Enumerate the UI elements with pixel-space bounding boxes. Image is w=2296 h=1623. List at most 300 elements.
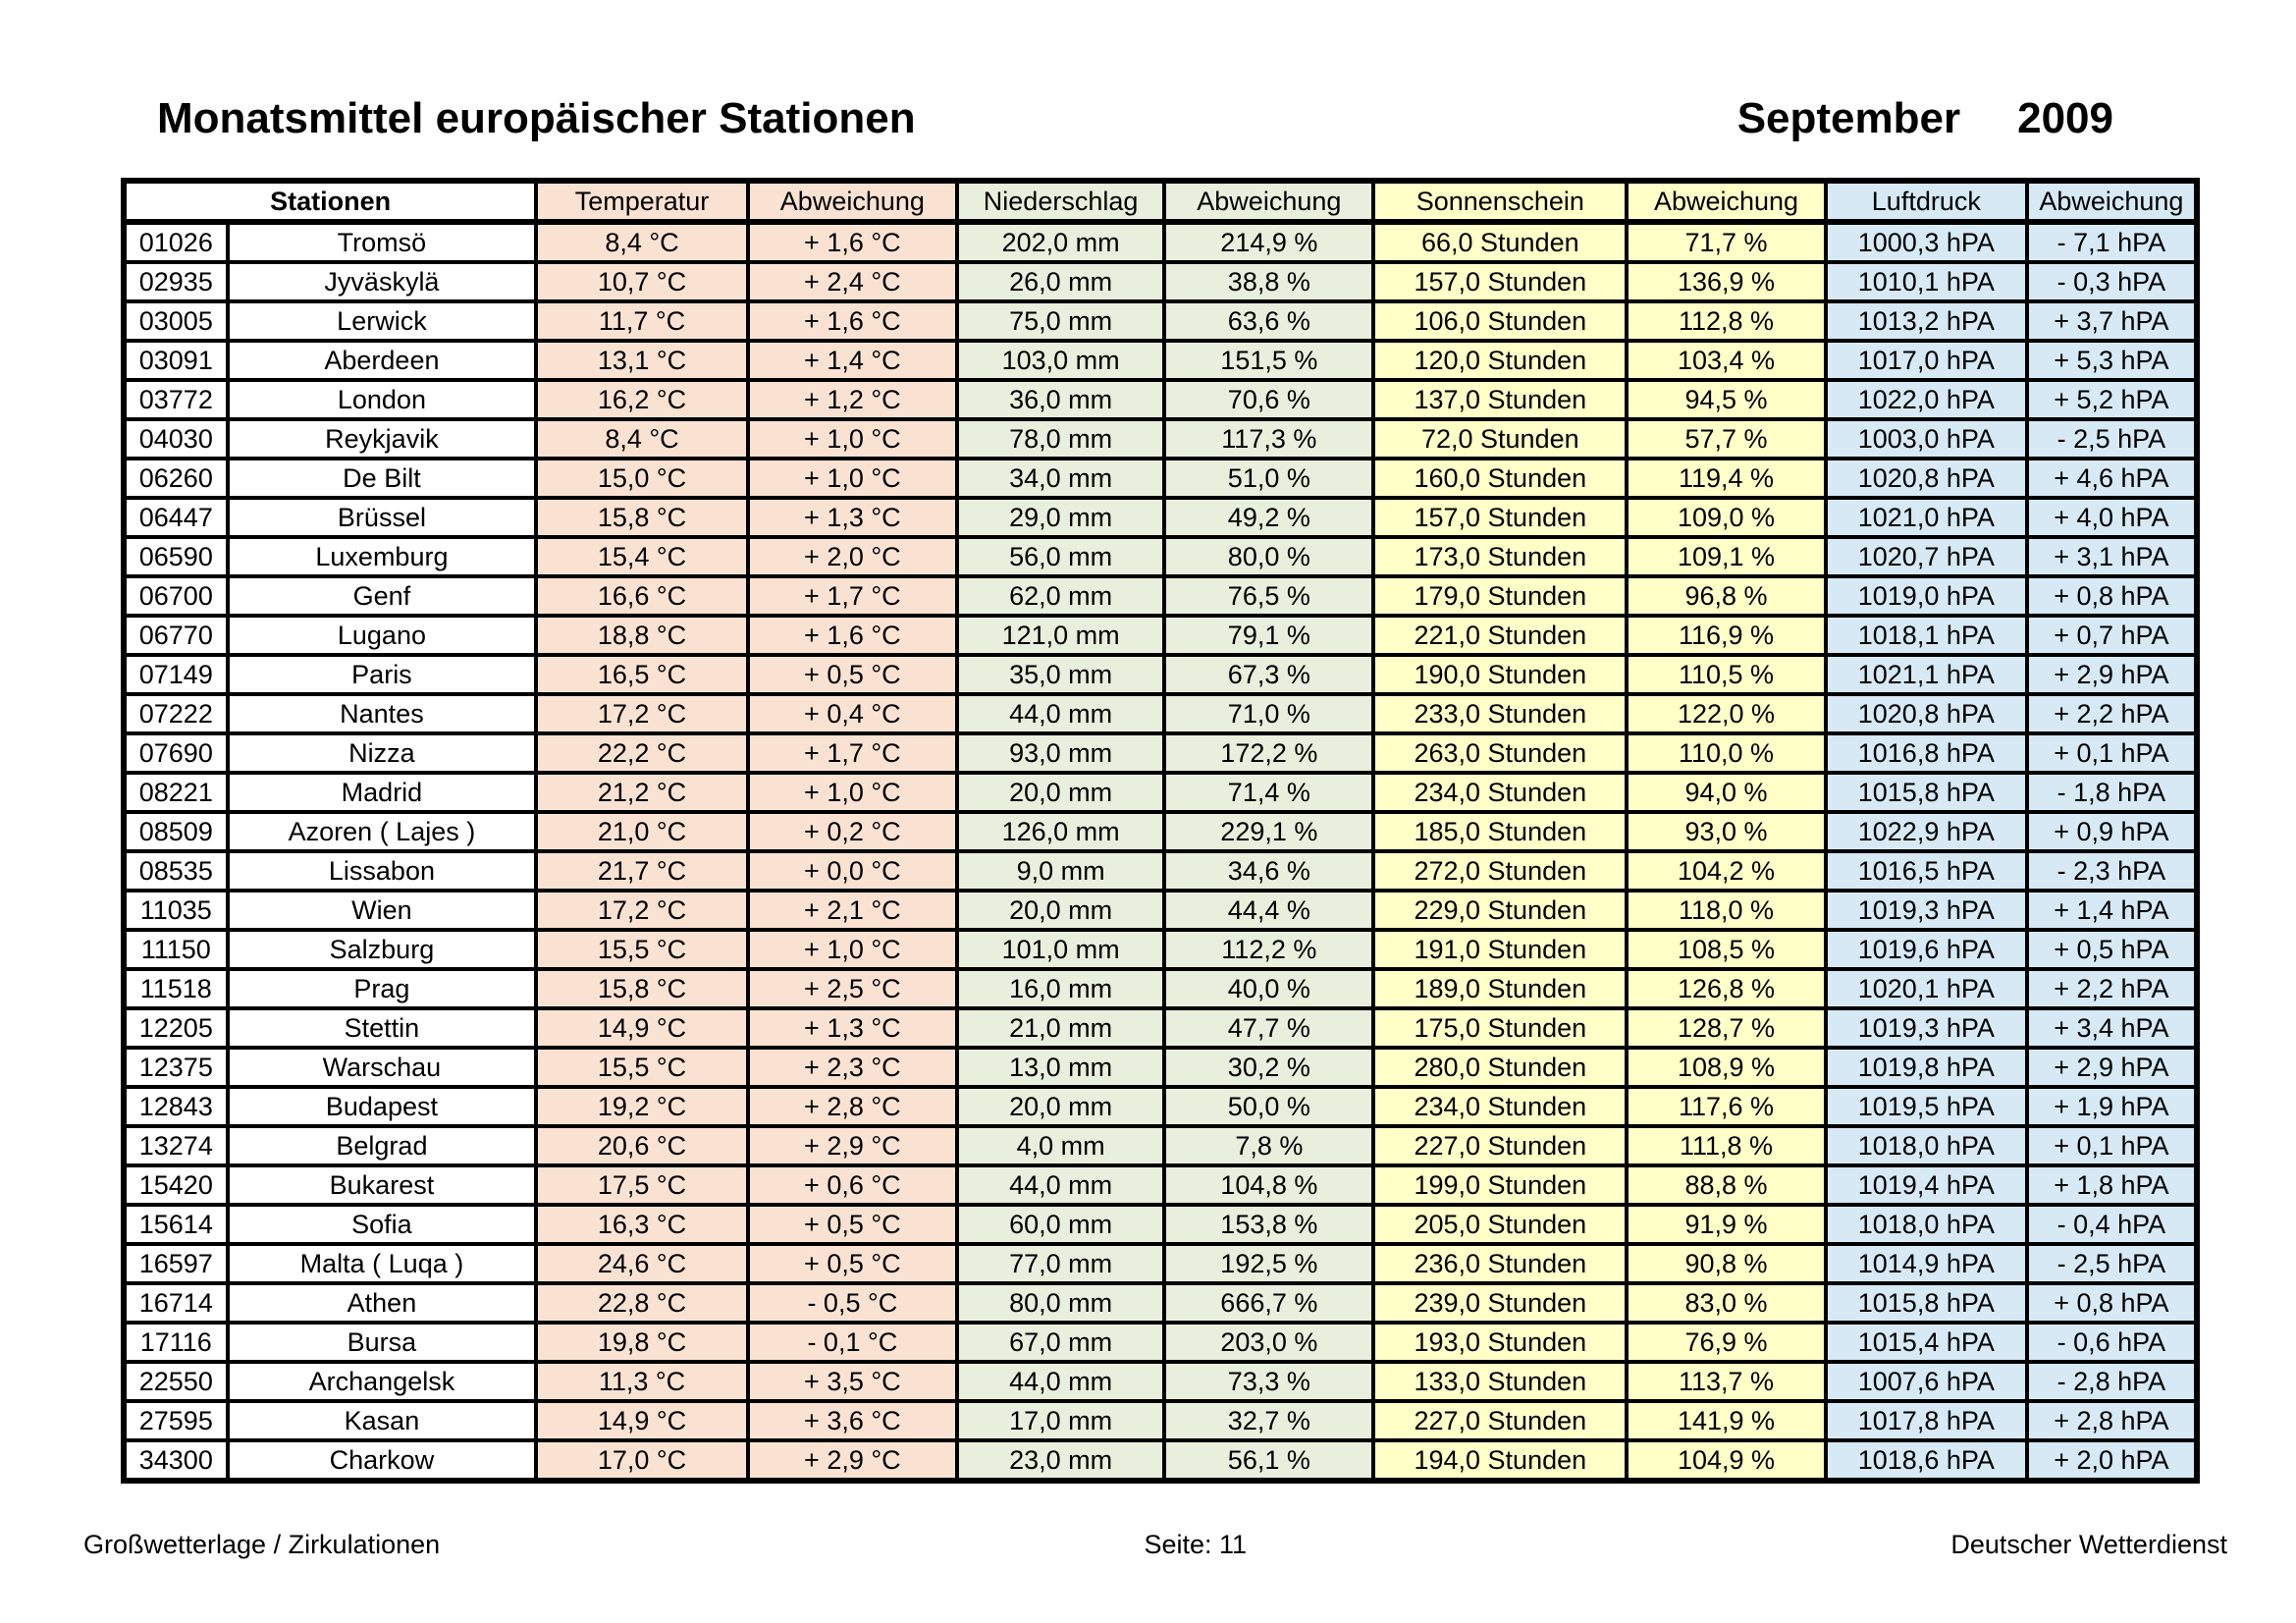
pressure-value: 1019,5 hPA [1826,1087,2027,1126]
station-id: 08509 [124,812,228,851]
sunshine-deviation: 71,7 % [1627,222,1826,262]
temperature-value: 17,5 °C [536,1165,747,1205]
station-id: 06700 [124,576,228,616]
station-row [124,773,2197,812]
pressure-value: 1014,9 hPA [1826,1244,2027,1283]
temperature-deviation: + 1,0 °C [748,459,957,498]
pressure-value: 1015,4 hPA [1826,1323,2027,1362]
pressure-deviation: + 1,8 hPA [2027,1165,2197,1205]
station-id: 22550 [124,1362,228,1401]
temperature-deviation: + 1,2 °C [748,380,957,419]
pressure-value: 1020,7 hPA [1826,537,2027,576]
temperature-value: 16,3 °C [536,1205,747,1244]
pressure-deviation: + 0,8 hPA [2027,576,2197,616]
precipitation-value: 93,0 mm [957,733,1164,773]
column-header-abweichung-temperatur: Abweichung [748,181,957,222]
station-row [124,891,2197,930]
temperature-value: 19,2 °C [536,1087,747,1126]
sunshine-deviation: 110,0 % [1627,733,1826,773]
sunshine-deviation: 117,6 % [1627,1087,1826,1126]
precipitation-deviation: 172,2 % [1164,733,1373,773]
pressure-deviation: + 4,6 hPA [2027,459,2197,498]
station-row [124,1440,2197,1481]
station-name: Lugano [228,616,537,655]
sunshine-deviation: 83,0 % [1627,1283,1826,1323]
pressure-deviation: + 4,0 hPA [2027,498,2197,537]
station-id: 15614 [124,1205,228,1244]
station-row [124,341,2197,380]
sunshine-value: 199,0 Stunden [1373,1165,1627,1205]
precipitation-deviation: 49,2 % [1164,498,1373,537]
station-name: Nantes [228,694,537,733]
sunshine-value: 280,0 Stunden [1373,1048,1627,1087]
pressure-value: 1020,1 hPA [1826,969,2027,1008]
sunshine-value: 173,0 Stunden [1373,537,1627,576]
pressure-deviation: - 0,3 hPA [2027,262,2197,301]
sunshine-deviation: 113,7 % [1627,1362,1826,1401]
station-name: Brüssel [228,498,537,537]
footer-page-number: Seite: 11 [1144,1530,1248,1559]
temperature-value: 24,6 °C [536,1244,747,1283]
pressure-deviation: + 1,9 hPA [2027,1087,2197,1126]
temperature-deviation: - 0,1 °C [748,1323,957,1362]
sunshine-deviation: 126,8 % [1627,969,1826,1008]
sunshine-value: 193,0 Stunden [1373,1323,1627,1362]
precipitation-value: 36,0 mm [957,380,1164,419]
station-id: 11518 [124,969,228,1008]
pressure-deviation: - 2,5 hPA [2027,1244,2197,1283]
sunshine-deviation: 96,8 % [1627,576,1826,616]
precipitation-deviation: 151,5 % [1164,341,1373,380]
temperature-value: 15,8 °C [536,969,747,1008]
temperature-value: 22,8 °C [536,1283,747,1323]
temperature-deviation: + 1,4 °C [748,341,957,380]
station-name: Madrid [228,773,537,812]
station-name: Archangelsk [228,1362,537,1401]
station-name: Stettin [228,1008,537,1048]
temperature-deviation: + 2,9 °C [748,1126,957,1165]
sunshine-deviation: 94,0 % [1627,773,1826,812]
temperature-value: 13,1 °C [536,341,747,380]
sunshine-deviation: 136,9 % [1627,262,1826,301]
station-row [124,1087,2197,1126]
sunshine-value: 194,0 Stunden [1373,1440,1627,1481]
precipitation-value: 34,0 mm [957,459,1164,498]
pressure-deviation: + 3,7 hPA [2027,301,2197,341]
footer-right-label: Deutscher Wetterdienst [1950,1530,2227,1559]
sunshine-value: 120,0 Stunden [1373,341,1627,380]
station-id: 27595 [124,1401,228,1440]
sunshine-deviation: 111,8 % [1627,1126,1826,1165]
temperature-deviation: + 1,3 °C [748,498,957,537]
temperature-value: 20,6 °C [536,1126,747,1165]
station-row [124,576,2197,616]
station-row [124,616,2197,655]
station-row [124,1283,2197,1323]
sunshine-deviation: 116,9 % [1627,616,1826,655]
temperature-deviation: + 2,4 °C [748,262,957,301]
pressure-value: 1017,0 hPA [1826,341,2027,380]
station-name: Sofia [228,1205,537,1244]
pressure-deviation: + 0,5 hPA [2027,930,2197,969]
precipitation-deviation: 32,7 % [1164,1401,1373,1440]
temperature-deviation: + 0,5 °C [748,1244,957,1283]
precipitation-value: 13,0 mm [957,1048,1164,1087]
station-id: 06260 [124,459,228,498]
temperature-value: 15,4 °C [536,537,747,576]
precipitation-deviation: 40,0 % [1164,969,1373,1008]
precipitation-value: 44,0 mm [957,1165,1164,1205]
precipitation-deviation: 67,3 % [1164,655,1373,694]
precipitation-deviation: 192,5 % [1164,1244,1373,1283]
precipitation-value: 16,0 mm [957,969,1164,1008]
temperature-value: 8,4 °C [536,419,747,459]
station-row [124,459,2197,498]
station-row [124,1401,2197,1440]
pressure-value: 1018,1 hPA [1826,616,2027,655]
station-row [124,222,2197,262]
precipitation-value: 20,0 mm [957,773,1164,812]
precipitation-deviation: 229,1 % [1164,812,1373,851]
station-name: Wien [228,891,537,930]
sunshine-value: 189,0 Stunden [1373,969,1627,1008]
sunshine-deviation: 122,0 % [1627,694,1826,733]
pressure-value: 1019,0 hPA [1826,576,2027,616]
sunshine-value: 190,0 Stunden [1373,655,1627,694]
precipitation-value: 4,0 mm [957,1126,1164,1165]
precipitation-deviation: 56,1 % [1164,1440,1373,1481]
sunshine-deviation: 103,4 % [1627,341,1826,380]
sunshine-deviation: 109,1 % [1627,537,1826,576]
precipitation-value: 26,0 mm [957,262,1164,301]
precipitation-value: 80,0 mm [957,1283,1164,1323]
station-row [124,301,2197,341]
station-name: Azoren ( Lajes ) [228,812,537,851]
station-id: 13274 [124,1126,228,1165]
station-name: Jyväskylä [228,262,537,301]
temperature-value: 10,7 °C [536,262,747,301]
pressure-value: 1019,8 hPA [1826,1048,2027,1087]
precipitation-deviation: 80,0 % [1164,537,1373,576]
sunshine-deviation: 93,0 % [1627,812,1826,851]
temperature-deviation: + 2,1 °C [748,891,957,930]
precipitation-deviation: 47,7 % [1164,1008,1373,1048]
temperature-deviation: + 2,8 °C [748,1087,957,1126]
station-id: 16597 [124,1244,228,1283]
station-id: 15420 [124,1165,228,1205]
sunshine-deviation: 128,7 % [1627,1008,1826,1048]
pressure-deviation: + 2,2 hPA [2027,694,2197,733]
temperature-value: 17,2 °C [536,891,747,930]
precipitation-deviation: 666,7 % [1164,1283,1373,1323]
precipitation-value: 77,0 mm [957,1244,1164,1283]
station-name: Kasan [228,1401,537,1440]
precipitation-deviation: 112,2 % [1164,930,1373,969]
temperature-value: 22,2 °C [536,733,747,773]
station-name: Bursa [228,1323,537,1362]
precipitation-value: 20,0 mm [957,1087,1164,1126]
sunshine-value: 175,0 Stunden [1373,1008,1627,1048]
pressure-value: 1020,8 hPA [1826,694,2027,733]
temperature-deviation: - 0,5 °C [748,1283,957,1323]
pressure-value: 1013,2 hPA [1826,301,2027,341]
column-header-abweichung-luftdruck: Abweichung [2027,181,2197,222]
station-row [124,851,2197,891]
station-row [124,1323,2197,1362]
page-title: Monatsmittel europäischer Stationen [157,94,916,142]
precipitation-deviation: 104,8 % [1164,1165,1373,1205]
precipitation-value: 35,0 mm [957,655,1164,694]
precipitation-value: 126,0 mm [957,812,1164,851]
temperature-value: 15,0 °C [536,459,747,498]
precipitation-deviation: 203,0 % [1164,1323,1373,1362]
station-row [124,1244,2197,1283]
pressure-value: 1022,9 hPA [1826,812,2027,851]
temperature-deviation: + 0,5 °C [748,1205,957,1244]
precipitation-value: 78,0 mm [957,419,1164,459]
station-name: Lerwick [228,301,537,341]
station-name: Prag [228,969,537,1008]
column-header-abweichung-niederschlag: Abweichung [1164,181,1373,222]
station-row [124,1165,2197,1205]
station-row [124,537,2197,576]
sunshine-deviation: 88,8 % [1627,1165,1826,1205]
temperature-deviation: + 2,5 °C [748,969,957,1008]
station-row [124,812,2197,851]
station-row [124,655,2197,694]
precipitation-value: 67,0 mm [957,1323,1164,1362]
pressure-deviation: + 1,4 hPA [2027,891,2197,930]
pressure-value: 1022,0 hPA [1826,380,2027,419]
sunshine-value: 233,0 Stunden [1373,694,1627,733]
pressure-value: 1021,0 hPA [1826,498,2027,537]
station-row [124,694,2197,733]
pressure-value: 1016,5 hPA [1826,851,2027,891]
precipitation-value: 101,0 mm [957,930,1164,969]
station-name: Aberdeen [228,341,537,380]
pressure-deviation: + 0,1 hPA [2027,1126,2197,1165]
station-row [124,1362,2197,1401]
temperature-deviation: + 2,9 °C [748,1440,957,1481]
pressure-deviation: + 3,1 hPA [2027,537,2197,576]
pressure-value: 1019,6 hPA [1826,930,2027,969]
temperature-deviation: + 3,5 °C [748,1362,957,1401]
temperature-deviation: + 0,0 °C [748,851,957,891]
station-id: 03005 [124,301,228,341]
precipitation-deviation: 50,0 % [1164,1087,1373,1126]
column-header-temperatur: Temperatur [536,181,747,222]
precipitation-deviation: 38,8 % [1164,262,1373,301]
station-row [124,1205,2197,1244]
station-id: 06770 [124,616,228,655]
station-name: Belgrad [228,1126,537,1165]
period-month: September [1736,94,1961,142]
footer-left-label: Großwetterlage / Zirkulationen [83,1530,441,1559]
temperature-deviation: + 3,6 °C [748,1401,957,1440]
precipitation-deviation: 71,4 % [1164,773,1373,812]
sunshine-value: 263,0 Stunden [1373,733,1627,773]
station-name: Malta ( Luqa ) [228,1244,537,1283]
pressure-deviation: + 3,4 hPA [2027,1008,2197,1048]
temperature-value: 17,0 °C [536,1440,747,1481]
pressure-deviation: + 5,3 hPA [2027,341,2197,380]
pressure-value: 1010,1 hPA [1826,262,2027,301]
pressure-value: 1018,0 hPA [1826,1205,2027,1244]
sunshine-value: 221,0 Stunden [1373,616,1627,655]
precipitation-deviation: 79,1 % [1164,616,1373,655]
temperature-value: 14,9 °C [536,1008,747,1048]
sunshine-deviation: 110,5 % [1627,655,1826,694]
sunshine-value: 133,0 Stunden [1373,1362,1627,1401]
sunshine-deviation: 91,9 % [1627,1205,1826,1244]
sunshine-value: 106,0 Stunden [1373,301,1627,341]
precipitation-deviation: 70,6 % [1164,380,1373,419]
temperature-deviation: + 1,6 °C [748,301,957,341]
station-id: 01026 [124,222,228,262]
precipitation-deviation: 73,3 % [1164,1362,1373,1401]
sunshine-value: 72,0 Stunden [1373,419,1627,459]
precipitation-deviation: 44,4 % [1164,891,1373,930]
temperature-value: 16,5 °C [536,655,747,694]
station-name: Budapest [228,1087,537,1126]
station-name: Genf [228,576,537,616]
pressure-deviation: + 0,7 hPA [2027,616,2197,655]
precipitation-value: 62,0 mm [957,576,1164,616]
stations-table-body [124,222,2197,1481]
precipitation-value: 202,0 mm [957,222,1164,262]
precipitation-value: 121,0 mm [957,616,1164,655]
title-bar [157,94,2113,143]
pressure-deviation: + 2,0 hPA [2027,1440,2197,1481]
station-id: 11150 [124,930,228,969]
sunshine-value: 272,0 Stunden [1373,851,1627,891]
column-header-stationen: Stationen [124,181,536,222]
station-id: 12375 [124,1048,228,1087]
sunshine-value: 205,0 Stunden [1373,1205,1627,1244]
station-id: 12843 [124,1087,228,1126]
pressure-value: 1021,1 hPA [1826,655,2027,694]
pressure-deviation: + 0,8 hPA [2027,1283,2197,1323]
precipitation-deviation: 71,0 % [1164,694,1373,733]
precipitation-deviation: 51,0 % [1164,459,1373,498]
sunshine-value: 234,0 Stunden [1373,1087,1627,1126]
temperature-deviation: + 1,3 °C [748,1008,957,1048]
temperature-value: 16,6 °C [536,576,747,616]
station-name: Athen [228,1283,537,1323]
sunshine-value: 191,0 Stunden [1373,930,1627,969]
sunshine-value: 227,0 Stunden [1373,1126,1627,1165]
sunshine-deviation: 141,9 % [1627,1401,1826,1440]
temperature-value: 21,7 °C [536,851,747,891]
temperature-deviation: + 0,4 °C [748,694,957,733]
precipitation-value: 75,0 mm [957,301,1164,341]
station-id: 04030 [124,419,228,459]
sunshine-value: 185,0 Stunden [1373,812,1627,851]
column-header-abweichung-sonnenschein: Abweichung [1627,181,1826,222]
sunshine-deviation: 108,5 % [1627,930,1826,969]
pressure-deviation: + 2,2 hPA [2027,969,2197,1008]
pressure-deviation: + 0,9 hPA [2027,812,2197,851]
period-year: 2009 [2017,94,2113,142]
pressure-deviation: - 2,5 hPA [2027,419,2197,459]
precipitation-value: 56,0 mm [957,537,1164,576]
sunshine-value: 236,0 Stunden [1373,1244,1627,1283]
temperature-value: 15,5 °C [536,930,747,969]
temperature-value: 21,0 °C [536,812,747,851]
station-name: Warschau [228,1048,537,1087]
pressure-value: 1000,3 hPA [1826,222,2027,262]
precipitation-deviation: 214,9 % [1164,222,1373,262]
station-id: 08535 [124,851,228,891]
station-row [124,1008,2197,1048]
station-id: 07149 [124,655,228,694]
pressure-deviation: + 5,2 hPA [2027,380,2197,419]
temperature-deviation: + 1,6 °C [748,222,957,262]
sunshine-deviation: 118,0 % [1627,891,1826,930]
pressure-value: 1016,8 hPA [1826,733,2027,773]
pressure-value: 1017,8 hPA [1826,1401,2027,1440]
pressure-value: 1003,0 hPA [1826,419,2027,459]
precipitation-deviation: 153,8 % [1164,1205,1373,1244]
pressure-value: 1015,8 hPA [1826,1283,2027,1323]
station-id: 08221 [124,773,228,812]
station-id: 07690 [124,733,228,773]
temperature-deviation: + 0,5 °C [748,655,957,694]
sunshine-deviation: 76,9 % [1627,1323,1826,1362]
station-name: Charkow [228,1440,537,1481]
pressure-deviation: + 2,8 hPA [2027,1401,2197,1440]
station-name: Bukarest [228,1165,537,1205]
temperature-value: 15,8 °C [536,498,747,537]
sunshine-deviation: 104,2 % [1627,851,1826,891]
sunshine-value: 160,0 Stunden [1373,459,1627,498]
station-row [124,1126,2197,1165]
station-row [124,419,2197,459]
precipitation-value: 17,0 mm [957,1401,1164,1440]
pressure-deviation: - 2,3 hPA [2027,851,2197,891]
temperature-value: 11,3 °C [536,1362,747,1401]
station-id: 16714 [124,1283,228,1323]
temperature-deviation: + 2,0 °C [748,537,957,576]
sunshine-value: 179,0 Stunden [1373,576,1627,616]
page-footer [83,1530,2227,1560]
temperature-deviation: + 1,7 °C [748,576,957,616]
temperature-value: 11,7 °C [536,301,747,341]
sunshine-deviation: 109,0 % [1627,498,1826,537]
temperature-deviation: + 2,3 °C [748,1048,957,1087]
temperature-value: 17,2 °C [536,694,747,733]
station-name: Tromsö [228,222,537,262]
station-name: Nizza [228,733,537,773]
sunshine-value: 157,0 Stunden [1373,498,1627,537]
precipitation-deviation: 63,6 % [1164,301,1373,341]
report-period [1737,94,2113,143]
station-row [124,498,2197,537]
station-name: Paris [228,655,537,694]
station-name: Salzburg [228,930,537,969]
pressure-deviation: - 0,4 hPA [2027,1205,2197,1244]
precipitation-deviation: 34,6 % [1164,851,1373,891]
station-name: Luxemburg [228,537,537,576]
column-header-luftdruck: Luftdruck [1826,181,2027,222]
precipitation-value: 60,0 mm [957,1205,1164,1244]
pressure-deviation: + 2,9 hPA [2027,655,2197,694]
station-name: Reykjavik [228,419,537,459]
precipitation-value: 9,0 mm [957,851,1164,891]
pressure-deviation: - 7,1 hPA [2027,222,2197,262]
pressure-deviation: + 2,9 hPA [2027,1048,2197,1087]
station-name: Lissabon [228,851,537,891]
